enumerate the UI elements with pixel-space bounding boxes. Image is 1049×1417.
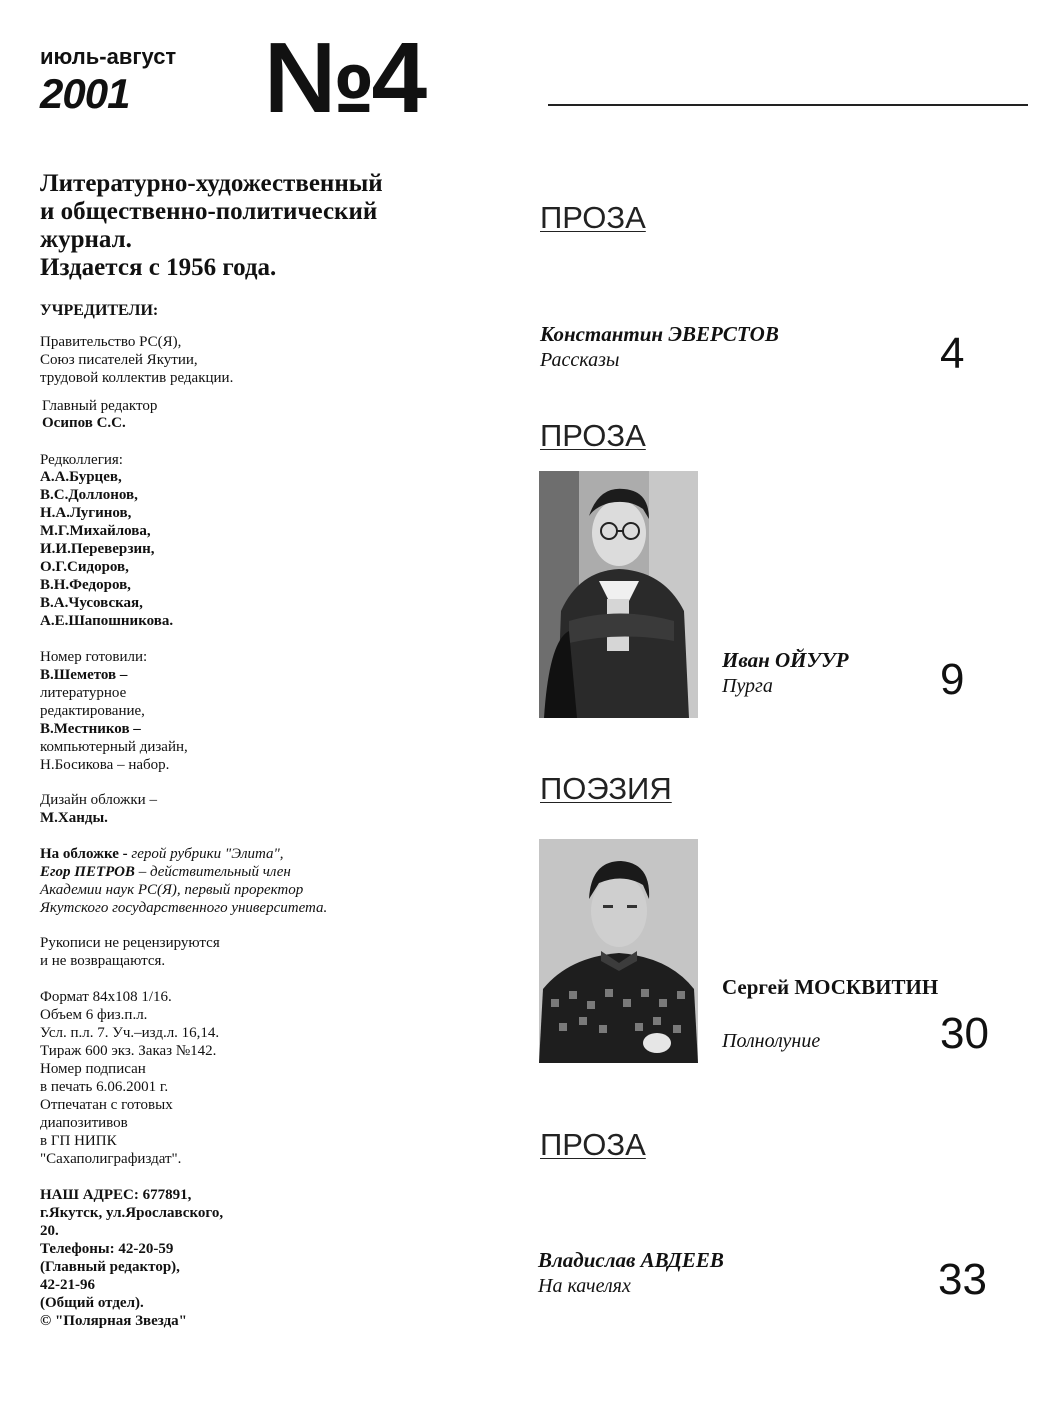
address-line: (Общий отдел).: [40, 1295, 144, 1311]
address-line: Телефоны: 42-20-59: [40, 1241, 174, 1257]
entry-page-number: 9: [940, 655, 965, 704]
entry-page-number: 4: [940, 329, 965, 378]
spec-line: Отпечатан с готовых: [40, 1097, 173, 1113]
board-label: Редколлегия:: [40, 452, 123, 468]
description-line: журнал.: [40, 226, 132, 253]
founder-line: трудовой коллектив редакции.: [40, 370, 234, 386]
author-portrait-photo: [539, 839, 698, 1063]
section-heading: ПРОЗА: [540, 418, 646, 453]
address-line: © "Полярная Звезда": [40, 1313, 187, 1329]
entry-work: Рассказы: [540, 349, 620, 371]
description-line: Издается с 1956 года.: [40, 254, 277, 281]
cover-note-text: герой рубрики "Элита",: [131, 846, 284, 862]
board-member: В.А.Чусовская,: [40, 595, 143, 611]
spec-line: диапозитивов: [40, 1115, 128, 1131]
spec-line: "Сахаполиграфиздат".: [40, 1151, 182, 1167]
prepared-line: Н.Босикова – набор.: [40, 757, 170, 773]
board-member: В.С.Доллонов,: [40, 487, 138, 503]
prepared-line: В.Местников –: [40, 721, 141, 737]
manuscripts-line: и не возвращаются.: [40, 953, 166, 969]
cover-note-text: – действительный член: [134, 864, 291, 880]
prepared-line: В.Шеметов –: [40, 667, 128, 683]
spec-line: в ГП НИПК: [40, 1133, 117, 1149]
cover-design-label: Дизайн обложки –: [40, 792, 157, 808]
cover-note-lead: На обложке -: [40, 846, 132, 862]
entry-work: Пурга: [722, 675, 773, 697]
board-members: [40, 468, 173, 630]
cover-design-name: М.Ханды.: [40, 810, 108, 826]
board-member: А.А.Бурцев,: [40, 469, 122, 485]
entry-work: На качелях: [538, 1275, 631, 1297]
author-portrait-photo: [539, 471, 698, 718]
print-specs: [40, 988, 219, 1168]
prepared-label: Номер готовили:: [40, 649, 148, 665]
address-line: г.Якутск, ул.Ярославского,: [40, 1205, 224, 1221]
prepared-line: литературное: [40, 685, 127, 701]
spec-line: Формат 84х108 1/16.: [40, 989, 172, 1005]
board-member: И.И.Переверзин,: [40, 541, 155, 557]
issue-year: 2001: [40, 70, 130, 117]
address-line: (Главный редактор),: [40, 1259, 180, 1275]
spec-line: Объем 6 физ.п.л.: [40, 1007, 148, 1023]
journal-description: [40, 170, 383, 282]
spec-line: в печать 6.06.2001 г.: [40, 1079, 169, 1095]
entry-author: Сергей МОСКВИТИН: [722, 975, 939, 999]
board-member: О.Г.Сидоров,: [40, 559, 129, 575]
issue-months: июль-август: [40, 44, 177, 69]
entry-author: Владислав АВДЕЕВ: [538, 1248, 724, 1272]
section-heading: ПОЭЗИЯ: [540, 771, 672, 806]
header-rule: [548, 104, 1028, 106]
spec-line: Усл. п.л. 7. Уч.–изд.л. 16,14.: [40, 1025, 220, 1041]
description-line: Литературно-художественный: [40, 170, 383, 197]
founders-heading: УЧРЕДИТЕЛИ:: [40, 302, 159, 319]
section-heading: ПРОЗА: [540, 200, 646, 235]
entry-page-number: 33: [938, 1255, 987, 1304]
entry-page-number: 30: [940, 1009, 989, 1058]
spec-line: Номер подписан: [40, 1061, 146, 1077]
board-member: М.Г.Михайлова,: [40, 523, 151, 539]
address-line: 20.: [40, 1223, 59, 1239]
prepared-line: компьютерный дизайн,: [40, 739, 188, 755]
issue-number: №4: [264, 22, 424, 134]
founder-line: Союз писателей Якутии,: [40, 352, 198, 368]
section-heading: ПРОЗА: [540, 1127, 646, 1162]
board-member: В.Н.Федоров,: [40, 577, 131, 593]
chief-editor-name: Осипов С.С.: [42, 415, 126, 431]
board-member: А.Е.Шапошникова.: [40, 613, 174, 629]
founder-line: Правительство РС(Я),: [40, 334, 182, 350]
address-line: НАШ АДРЕС: 677891,: [40, 1187, 192, 1203]
address-block: [40, 1186, 223, 1330]
manuscripts-line: Рукописи не рецензируются: [40, 935, 220, 951]
manuscripts-note: [40, 934, 220, 970]
chief-editor-label: Главный редактор: [42, 398, 158, 414]
prepared-by: [40, 648, 188, 774]
founders-list: [40, 333, 233, 387]
prepared-line: редактирование,: [40, 703, 145, 719]
description-line: и общественно-политический: [40, 198, 378, 225]
cover-note-text: Академии наук РС(Я), первый проректор: [40, 882, 304, 898]
board-member: Н.А.Лугинов,: [40, 505, 132, 521]
cover-design: [40, 791, 157, 827]
cover-note: [40, 845, 327, 917]
address-line: 42-21-96: [40, 1277, 95, 1293]
entry-work: Полнолуние: [722, 1030, 821, 1052]
entry-author: Константин ЭВЕРСТОВ: [540, 322, 779, 346]
cover-note-text: Якутского государственного университета.: [40, 900, 328, 916]
spec-line: Тираж 600 экз. Заказ №142.: [40, 1043, 217, 1059]
entry-author: Иван ОЙУУР: [722, 648, 849, 672]
cover-note-name: Егор ПЕТРОВ: [40, 864, 135, 880]
